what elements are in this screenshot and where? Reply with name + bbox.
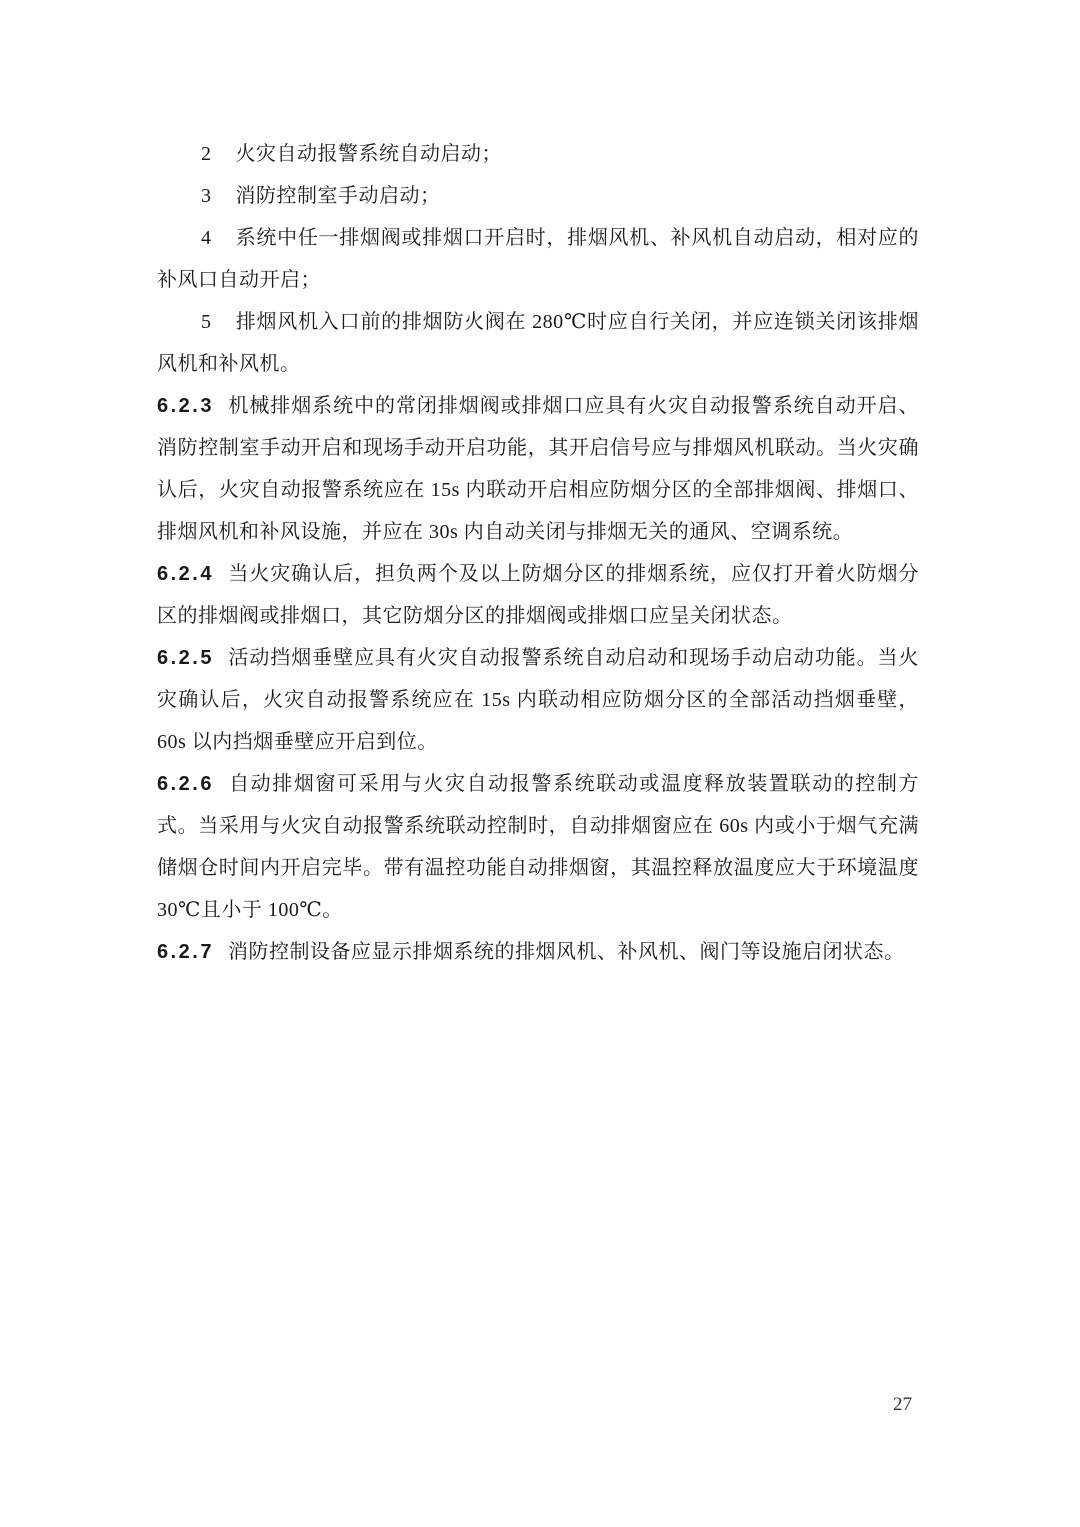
clause-item-2 [157, 133, 919, 175]
section-6-2-4 [157, 553, 919, 637]
clause-item-4 [157, 217, 919, 301]
section-text: 消防控制设备应显示排烟系统的排烟风机、补风机、阀门等设施启闭状态。 [227, 941, 905, 963]
item-text: 系统中任一排烟阀或排烟口开启时，排烟风机、补风机自动启动，相对应的补风口自动开启； [157, 227, 919, 291]
section-text: 自动排烟窗可采用与火灾自动报警系统联动或温度释放装置联动的控制方式。当采用与火灾自动报警系统联动控制时，自动排烟窗应在 60s 内或小于烟气充满储烟仓时间内开启完毕。带有温控功能自动排烟窗，其温控释放温度应大于环境温度 30℃且小于 100℃。 [157, 773, 919, 921]
section-text: 机械排烟系统中的常闭排烟阀或排烟口应具有火灾自动报警系统自动开启、消防控制室手动开启和现场手动开启功能，其开启信号应与排烟风机联动。当火灾确认后，火灾自动报警系统应在 15s 内联动开启相应防烟分区的全部排烟阀、排烟口、排烟风机和补风设施，并应在 30s 内自动关闭与排烟无关的通风、空调系统。 [157, 395, 919, 543]
item-text: 火灾自动报警系统自动启动； [235, 143, 502, 165]
item-text: 排烟风机入口前的排烟防火阀在 280℃时应自行关闭，并应连锁关闭该排烟风机和补风机。 [157, 311, 919, 375]
item-number: 2 [201, 143, 212, 165]
section-number: 6.2.4 [157, 563, 214, 585]
section-number: 6.2.7 [157, 941, 214, 963]
item-number: 4 [201, 227, 212, 249]
document-body [157, 133, 919, 973]
section-6-2-7 [157, 931, 919, 973]
clause-item-3 [157, 175, 919, 217]
section-text: 当火灾确认后，担负两个及以上防烟分区的排烟系统，应仅打开着火防烟分区的排烟阀或排烟口，其它防烟分区的排烟阀或排烟口应呈关闭状态。 [157, 563, 919, 627]
item-text: 消防控制室手动启动； [235, 185, 441, 207]
clause-item-5 [157, 301, 919, 385]
section-text: 活动挡烟垂壁应具有火灾自动报警系统自动启动和现场手动启动功能。当火灾确认后，火灾自动报警系统应在 15s 内联动相应防烟分区的全部活动挡烟垂壁，60s 以内挡烟垂壁应开启到位。 [157, 647, 919, 753]
section-number: 6.2.3 [157, 395, 214, 417]
section-number: 6.2.5 [157, 647, 214, 669]
item-number: 3 [201, 185, 212, 207]
section-number: 6.2.6 [157, 773, 214, 795]
page-number: 27 [893, 1394, 912, 1415]
section-6-2-5 [157, 637, 919, 763]
item-number: 5 [201, 311, 212, 333]
section-6-2-3 [157, 385, 919, 553]
section-6-2-6 [157, 763, 919, 931]
